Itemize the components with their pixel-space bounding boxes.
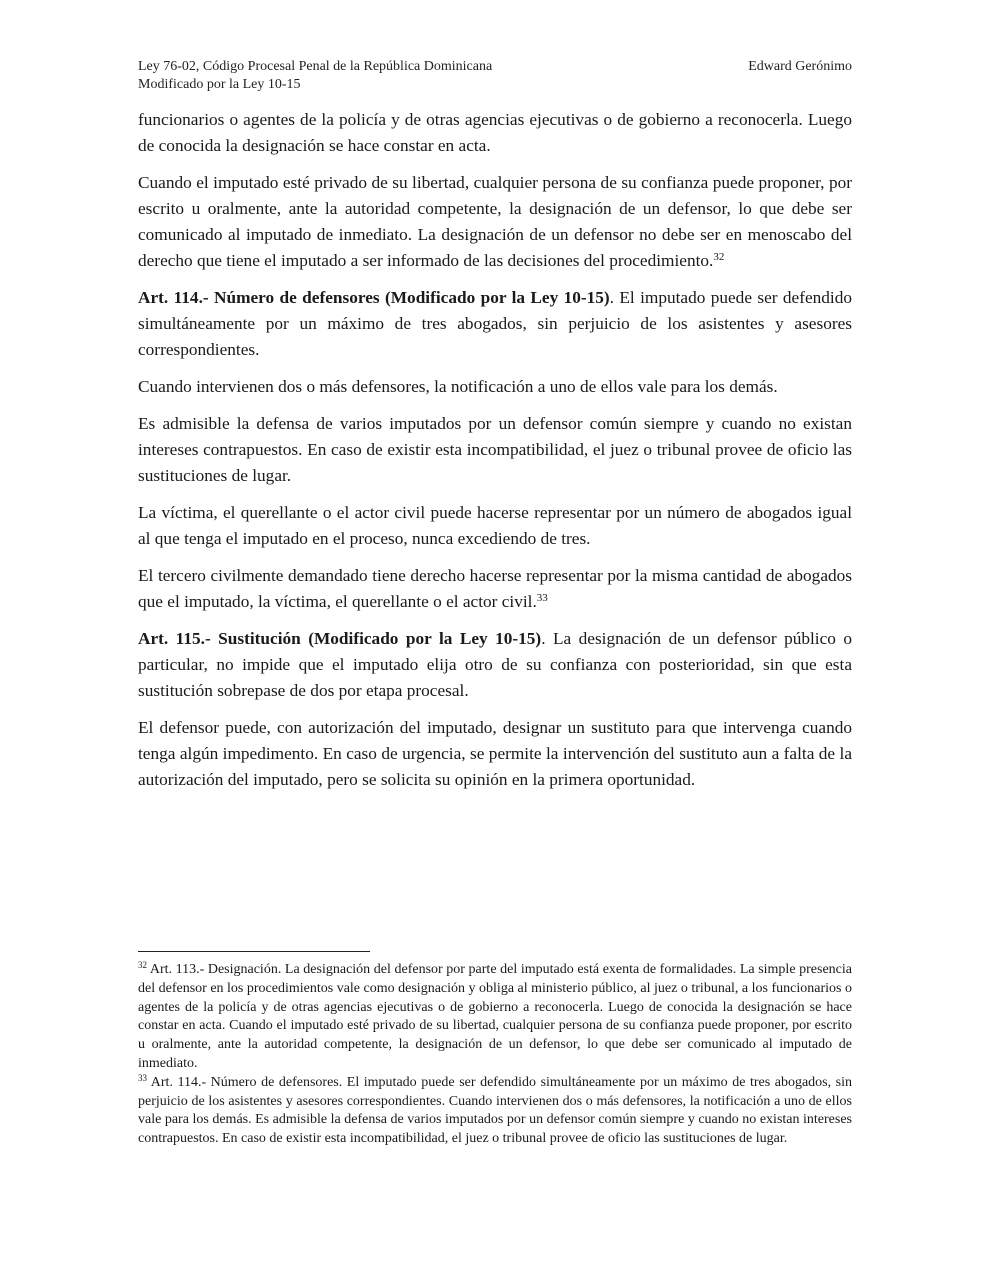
article-heading: Art. 114.- Número de defensores (Modificado por la Ley 10-15) (138, 288, 610, 307)
header-title: Ley 76-02, Código Procesal Penal de la República Dominicana (138, 59, 493, 74)
paragraph (138, 563, 852, 615)
footnote-number: 33 (138, 1072, 147, 1083)
paragraph (138, 107, 852, 159)
header-subtitle: Modificado por la Ley 10-15 (138, 77, 301, 92)
header-author: Edward Gerónimo (748, 59, 852, 74)
footnote-ref-32[interactable]: 32 (713, 251, 725, 263)
paragraph (138, 374, 852, 400)
document-page (138, 58, 852, 804)
article-115 (138, 626, 852, 704)
article-114 (138, 285, 852, 363)
paragraph (138, 411, 852, 489)
footnote-33 (138, 1074, 852, 1149)
page-header (138, 58, 852, 94)
footnotes-section (138, 951, 852, 1149)
paragraph-text: funcionarios o agentes de la policía y de otras agencias ejecutivas o de gobierno a reconocerla. Luego de conocida la designación se hace constar en acta. (138, 110, 852, 155)
paragraph-text: El defensor puede, con autorización del imputado, designar un sustituto para que intervenga cuando tenga algún impedimento. En caso de urgencia, se permite la intervención del sustituto aun a falta de la autorización del imputado, pero se solicita su opinión en la primera oportunidad. (138, 718, 852, 789)
paragraph (138, 500, 852, 552)
document-body (138, 107, 852, 793)
paragraph-text: El tercero civilmente demandado tiene derecho hacerse representar por la misma cantidad de abogados que el imputado, la víctima, el querellante o el actor civil. (138, 566, 852, 611)
footnote-number: 32 (138, 960, 147, 970)
paragraph-text: Cuando el imputado esté privado de su libertad, cualquier persona de su confianza puede proponer, por escrito u oralmente, ante la autoridad competente, la designación de un defensor, lo que debe ser comunicado al imputado de inmediato. La designación de un defensor no debe ser en menoscabo del derecho que tiene el imputado a ser informado de las decisiones del procedimiento. (138, 173, 852, 270)
footnote-text: Art. 114.- Número de defensores. El imputado puede ser defendido simultáneamente por un máximo de tres abogados, sin perjuicio de los asistentes y asesores correspondientes. Cuando intervienen dos o más defensores, la notificación a uno de ellos vale para los demás. Es admisible la defensa de varios imputados por un defensor común siempre y cuando no existan intereses contrapuestos. En caso de existir esta incompatibilidad, el juez o tribunal provee de oficio las sustituciones de lugar. (138, 1074, 852, 1147)
footnote-32 (138, 961, 852, 1074)
footnote-ref-33[interactable]: 33 (536, 592, 548, 604)
paragraph-text: Es admisible la defensa de varios imputados por un defensor común siempre y cuando no existan intereses contrapuestos. En caso de existir esta incompatibilidad, el juez o tribunal provee de oficio las sustituciones de lugar. (138, 414, 852, 485)
paragraph-text: La víctima, el querellante o el actor civil puede hacerse representar por un número de abogados igual al que tenga el imputado en el proceso, nunca excediendo de tres. (138, 503, 852, 548)
footnote-divider (138, 951, 370, 952)
footnote-text: Art. 113.- Designación. La designación del defensor por parte del imputado está exenta de formalidades. La simple presencia del defensor en los procedimientos vale como designación y obliga al ministerio público, al juez o tribunal, a los funcionarios o agentes de la policía y de otras agencias ejecutivas o de gobierno a reconocerla. Luego de conocida la designación se hace constar en acta. Cuando el imputado esté privado de su libertad, cualquier persona de su confianza puede proponer, por escrito u oralmente, ante la autoridad competente, la designación de un defensor, lo que debe ser comunicado al imputado de inmediato. (138, 962, 852, 1071)
paragraph (138, 715, 852, 793)
article-heading: Art. 115.- Sustitución (Modificado por la Ley 10-15) (138, 629, 542, 648)
paragraph (138, 170, 852, 274)
paragraph-text: . La designación de un defensor público o particular, no impide que el imputado elija otro de su confianza con posterioridad, sin que esta sustitución sobrepase de dos por etapa procesal. (138, 629, 852, 700)
paragraph-text: Cuando intervienen dos o más defensores, la notificación a uno de ellos vale para los demás. (138, 377, 778, 396)
paragraph-text: . El imputado puede ser defendido simultáneamente por un máximo de tres abogados, sin perjuicio de los asistentes y asesores correspondientes. (138, 288, 852, 359)
